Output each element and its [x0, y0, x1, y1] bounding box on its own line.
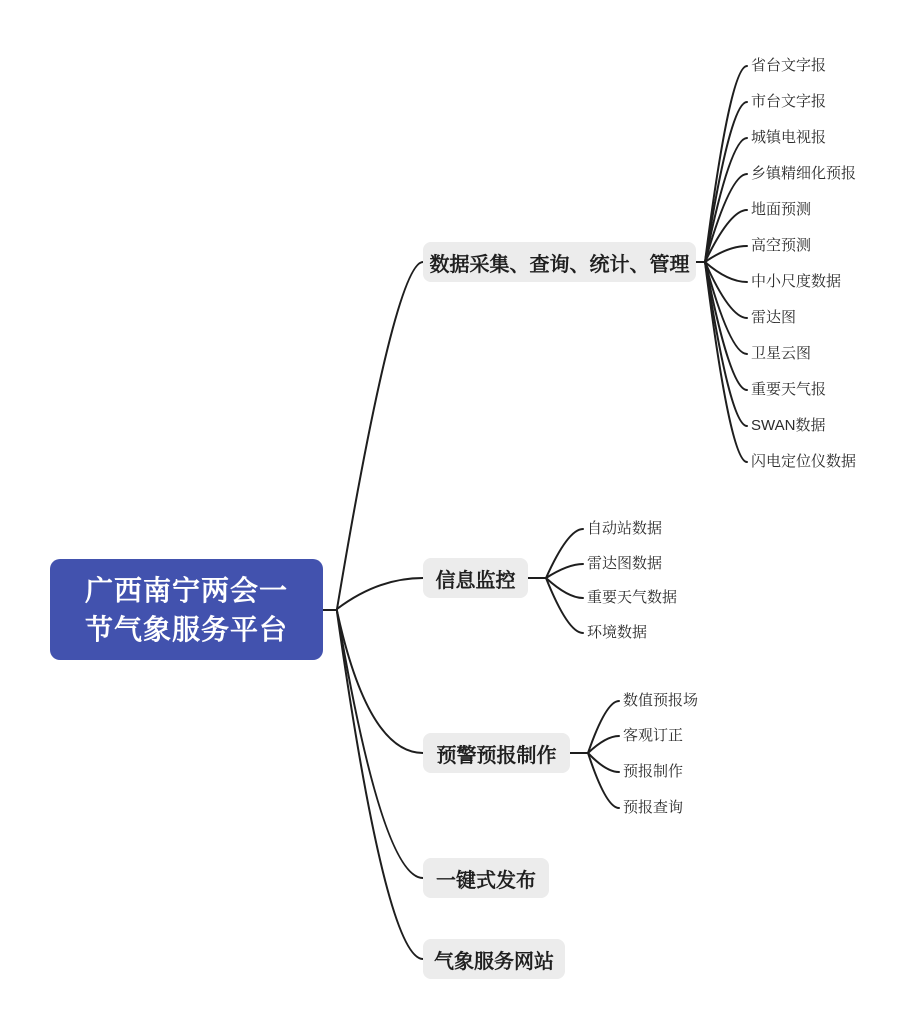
connector-branch2-child [546, 529, 583, 578]
leaf-node[interactable]: 环境数据 [587, 624, 648, 641]
leaf-node[interactable]: 重要天气报 [751, 381, 827, 398]
leaf-node[interactable]: 地面预测 [751, 201, 812, 218]
leaf-node[interactable]: 城镇电视报 [751, 129, 827, 146]
connector-branch3-child [588, 753, 619, 808]
leaf-node[interactable]: 数值预报场 [623, 692, 699, 709]
branch-node-data-collection[interactable] [423, 242, 696, 282]
leaf-node[interactable]: 乡镇精细化预报 [751, 165, 857, 182]
connector-branch1-child [705, 262, 747, 282]
connector-root-branch2 [337, 578, 423, 609]
connector-root-branch1 [337, 262, 423, 609]
branch-label: 气象服务网站 [434, 950, 554, 973]
branch-node-warning-forecast[interactable] [423, 733, 570, 773]
leaf-node[interactable]: 市台文字报 [751, 93, 827, 110]
leaf-node[interactable]: 自动站数据 [587, 520, 663, 537]
leaf-node[interactable]: 预报查询 [623, 799, 684, 816]
connector-branch2-child [546, 578, 583, 598]
leaf-node[interactable]: 省台文字报 [751, 57, 827, 74]
connector-root-branch4 [337, 611, 423, 878]
branch-label: 一键式发布 [436, 869, 536, 892]
connector-branch2-child [546, 578, 583, 633]
root-node-label-line2: 节气象服务平台 [84, 613, 288, 645]
connector-branch3-child [588, 701, 619, 753]
connector-root-branch5 [337, 612, 423, 959]
leaf-node[interactable]: 预报制作 [623, 763, 684, 780]
root-node-label-line1: 广西南宁两会一 [84, 574, 288, 606]
leaf-node[interactable]: 闪电定位仪数据 [751, 453, 857, 470]
leaf-node[interactable]: 中小尺度数据 [751, 273, 842, 290]
leaf-node[interactable]: 客观订正 [623, 727, 684, 744]
leaf-node[interactable]: 重要天气数据 [587, 589, 678, 606]
leaf-node[interactable]: 雷达图 [751, 309, 797, 326]
leaf-node[interactable]: 卫星云图 [751, 345, 812, 362]
branch-label: 预警预报制作 [436, 744, 557, 767]
leaf-node[interactable]: SWAN数据 [751, 417, 826, 434]
branch-node-one-click-publish[interactable] [423, 858, 549, 898]
branch-node-weather-service-site[interactable] [423, 939, 565, 979]
leaf-node[interactable]: 高空预测 [751, 237, 812, 254]
leaf-node[interactable]: 雷达图数据 [587, 555, 663, 572]
branch-label: 数据采集、查询、统计、管理 [429, 253, 690, 276]
branch-node-info-monitoring[interactable] [423, 558, 528, 598]
root-node[interactable] [50, 559, 323, 660]
branch-label: 信息监控 [435, 569, 516, 592]
